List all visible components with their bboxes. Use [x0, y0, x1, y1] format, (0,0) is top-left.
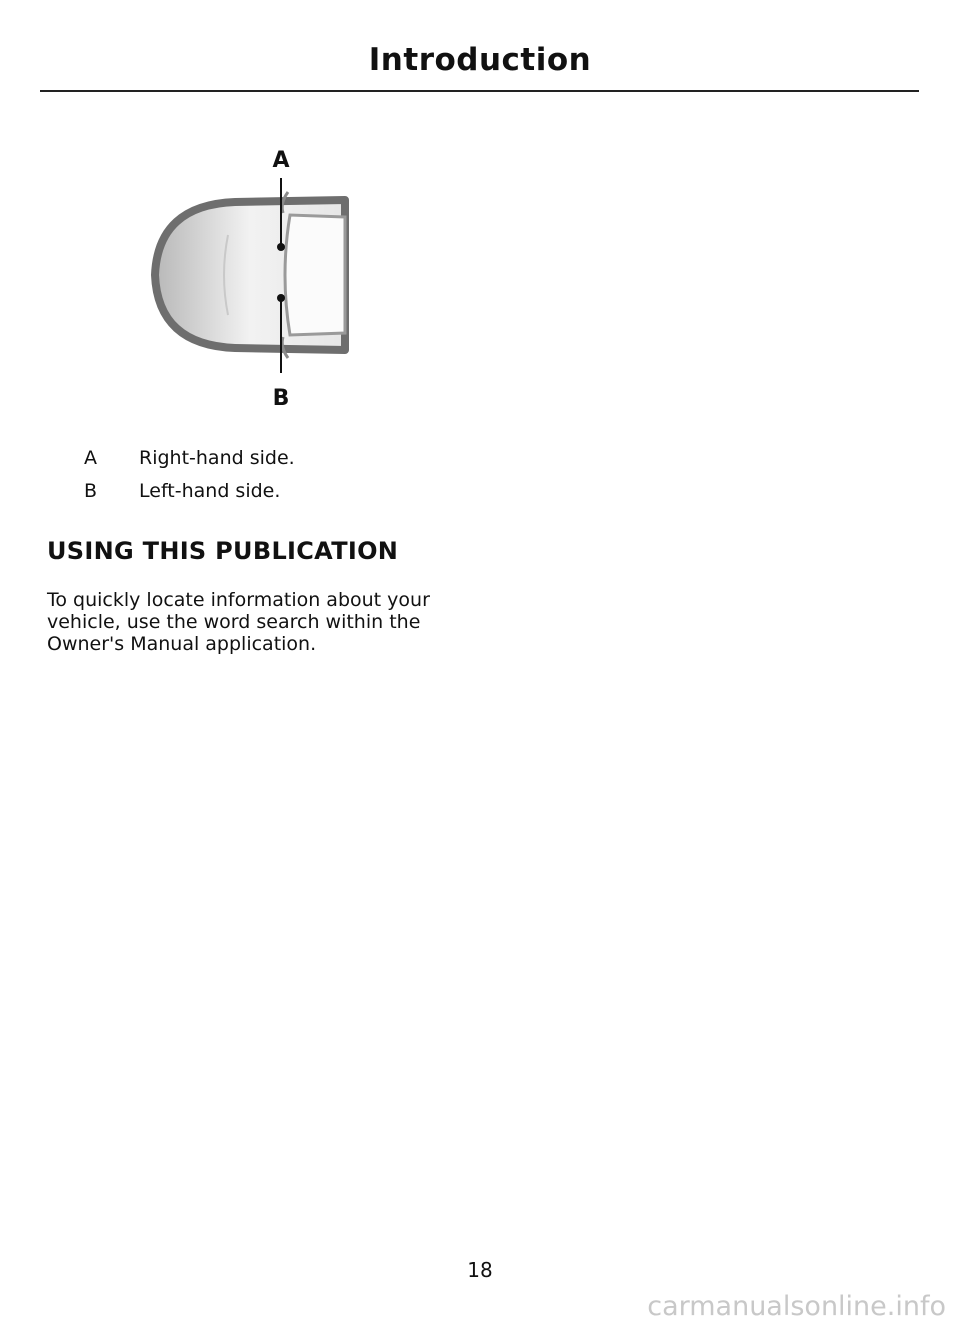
vehicle-windshield [285, 215, 345, 335]
legend-key: B [84, 479, 98, 502]
section-heading: USING THIS PUBLICATION [47, 537, 399, 565]
page-number: 18 [467, 1258, 493, 1282]
legend-key: A [84, 446, 97, 469]
watermark: carmanualsonline.info [647, 1291, 946, 1322]
figure-legend [84, 441, 484, 507]
callout-b-label: B [272, 386, 290, 411]
legend-row [84, 441, 484, 474]
callout-a-dot [277, 243, 285, 251]
legend-row [84, 474, 484, 507]
vehicle-top-view-diagram [140, 135, 370, 415]
page-title: Introduction [368, 42, 592, 78]
legend-text: Left-hand side. [139, 479, 281, 502]
header-divider [40, 90, 919, 92]
section-body: To quickly locate information about your vehicle, use the word search within the Owner's Manual application. [47, 589, 430, 655]
callout-a-label: A [272, 148, 290, 173]
legend-text: Right-hand side. [139, 446, 295, 469]
